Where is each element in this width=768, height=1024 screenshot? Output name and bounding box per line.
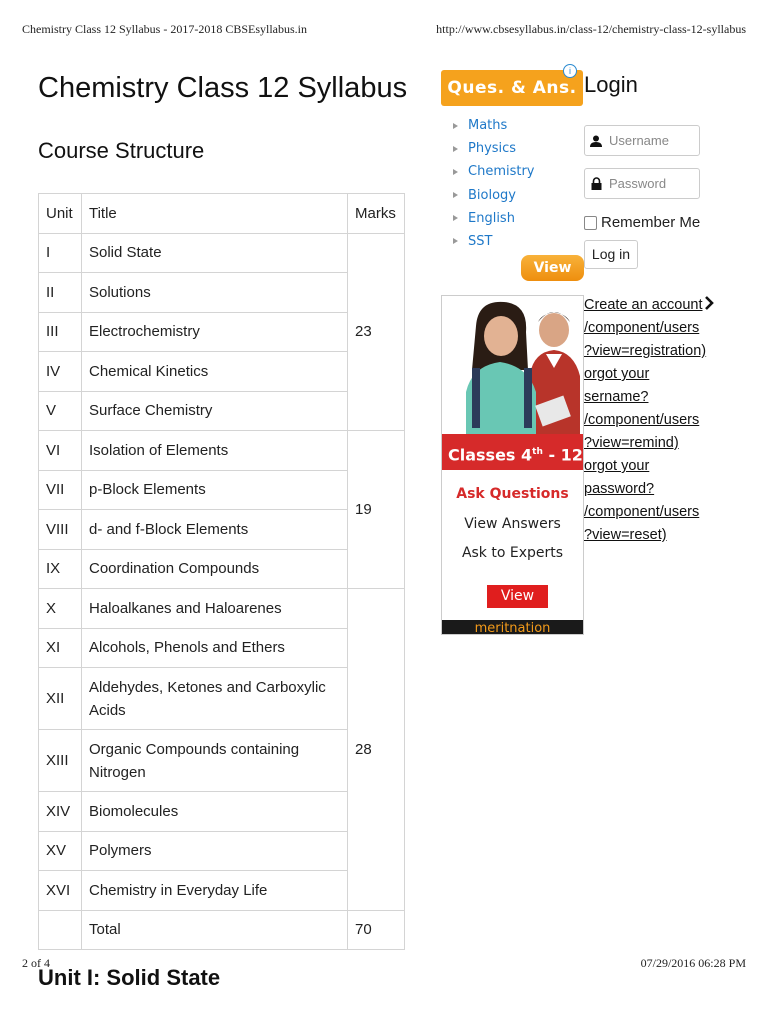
title-cell: Polymers bbox=[81, 831, 347, 871]
subject-link[interactable]: SST bbox=[453, 234, 535, 257]
login-title: Login bbox=[584, 72, 638, 97]
unit-cell: IX bbox=[39, 549, 82, 589]
unit-cell: XVI bbox=[39, 871, 82, 911]
marks-cell: 23 bbox=[348, 233, 405, 431]
forgot-username-link-path[interactable]: /component/users bbox=[584, 412, 700, 428]
print-footer-date: 07/29/2016 06:28 PM bbox=[640, 956, 746, 970]
print-header-title: Chemistry Class 12 Syllabus - 2017-2018 CBSEsyllabus.in bbox=[22, 22, 308, 36]
remember-me[interactable] bbox=[584, 214, 700, 231]
header-unit: Unit bbox=[39, 194, 82, 234]
subject-link[interactable]: Biology bbox=[453, 188, 535, 211]
title-cell: Solutions bbox=[81, 273, 347, 313]
triangle-right-icon bbox=[453, 238, 458, 244]
lock-icon bbox=[585, 169, 607, 198]
forgot-username-link[interactable]: orgot your bbox=[584, 366, 650, 382]
unit-cell: X bbox=[39, 589, 82, 629]
forgot-username-link-query[interactable]: ?view=remind) bbox=[584, 435, 679, 451]
title-cell: Coordination Compounds bbox=[81, 549, 347, 589]
table-row bbox=[39, 589, 405, 629]
marks-cell: 19 bbox=[348, 431, 405, 589]
forgot-password-link[interactable]: orgot your bbox=[584, 458, 650, 474]
login-button[interactable]: Log in bbox=[584, 240, 638, 269]
header-title: Title bbox=[81, 194, 347, 234]
meritnation-banner[interactable] bbox=[441, 295, 584, 635]
title-cell: Chemistry in Everyday Life bbox=[81, 871, 347, 911]
chevron-right-icon bbox=[704, 295, 714, 318]
remember-me-label: Remember Me bbox=[601, 214, 701, 231]
title-cell: Surface Chemistry bbox=[81, 391, 347, 431]
unit-cell: III bbox=[39, 312, 82, 352]
marks-cell: 28 bbox=[348, 589, 405, 911]
remember-me-checkbox[interactable] bbox=[584, 216, 597, 230]
table-row bbox=[39, 233, 405, 273]
section-title: Course Structure bbox=[38, 138, 205, 163]
subject-list bbox=[453, 118, 535, 257]
title-cell: Organic Compounds containing Nitrogen bbox=[81, 730, 347, 792]
title-cell: d- and f-Block Elements bbox=[81, 510, 347, 550]
title-cell: Chemical Kinetics bbox=[81, 352, 347, 392]
unit-heading: Unit I: Solid State bbox=[38, 965, 221, 990]
unit-cell: XV bbox=[39, 831, 82, 871]
total-marks: 70 bbox=[348, 910, 405, 950]
banner-view-button[interactable]: View bbox=[487, 585, 548, 608]
subject-link[interactable]: Maths bbox=[453, 118, 535, 141]
title-cell: Electrochemistry bbox=[81, 312, 347, 352]
table-header-row bbox=[39, 194, 405, 234]
forgot-password-link-path[interactable]: /component/users bbox=[584, 504, 700, 520]
unit-cell: XIV bbox=[39, 792, 82, 832]
title-cell: Aldehydes, Ketones and Carboxylic Acids bbox=[81, 668, 347, 730]
subject-link[interactable]: Chemistry bbox=[453, 164, 535, 187]
course-structure-table bbox=[38, 193, 405, 950]
password-field[interactable] bbox=[584, 168, 700, 199]
unit-cell: V bbox=[39, 391, 82, 431]
forgot-password-link-query[interactable]: ?view=reset) bbox=[584, 527, 667, 543]
subject-link[interactable]: Physics bbox=[453, 141, 535, 164]
table-total-row bbox=[39, 910, 405, 950]
unit-cell: VIII bbox=[39, 510, 82, 550]
login-links bbox=[584, 294, 764, 547]
title-cell: Isolation of Elements bbox=[81, 431, 347, 471]
unit-cell bbox=[39, 910, 82, 950]
meritnation-logo: meritnation bbox=[442, 620, 583, 635]
unit-cell: VI bbox=[39, 431, 82, 471]
triangle-right-icon bbox=[453, 192, 458, 198]
user-icon bbox=[585, 126, 607, 155]
classes-banner: Classes 4th - 12 bbox=[442, 434, 583, 470]
page-title: Chemistry Class 12 Syllabus bbox=[38, 72, 408, 104]
triangle-right-icon bbox=[453, 169, 458, 175]
ad-view-button[interactable]: View bbox=[521, 255, 584, 281]
unit-cell: XII bbox=[39, 668, 82, 730]
forgot-password-link-2[interactable]: password? bbox=[584, 481, 655, 497]
password-input[interactable] bbox=[607, 169, 697, 198]
info-icon[interactable]: i bbox=[563, 64, 577, 78]
title-cell: Solid State bbox=[81, 233, 347, 273]
title-cell: Haloalkanes and Haloarenes bbox=[81, 589, 347, 629]
unit-cell: I bbox=[39, 233, 82, 273]
unit-cell: XI bbox=[39, 628, 82, 668]
unit-cell: VII bbox=[39, 470, 82, 510]
subject-link[interactable]: English bbox=[453, 211, 535, 234]
create-account-link-path[interactable]: /component/users bbox=[584, 320, 700, 336]
unit-cell: XIII bbox=[39, 730, 82, 792]
title-cell: Alcohols, Phenols and Ethers bbox=[81, 628, 347, 668]
qa-badge[interactable]: Ques. & Ans. bbox=[441, 70, 583, 106]
unit-cell: IV bbox=[39, 352, 82, 392]
create-account-link-query[interactable]: ?view=registration) bbox=[584, 343, 707, 359]
students-photo bbox=[442, 296, 583, 436]
qa-advertisement[interactable] bbox=[441, 64, 585, 284]
title-cell: Biomolecules bbox=[81, 792, 347, 832]
title-cell: p-Block Elements bbox=[81, 470, 347, 510]
ask-questions-text: Ask Questions bbox=[456, 486, 569, 502]
table-row bbox=[39, 431, 405, 471]
triangle-right-icon bbox=[453, 146, 458, 152]
view-answers-text: View Answers bbox=[464, 516, 561, 532]
unit-cell: II bbox=[39, 273, 82, 313]
forgot-username-link-2[interactable]: sername? bbox=[584, 389, 649, 405]
print-footer-page: 2 of 4 bbox=[22, 956, 50, 970]
username-input[interactable] bbox=[607, 126, 697, 155]
header-marks: Marks bbox=[348, 194, 405, 234]
username-field[interactable] bbox=[584, 125, 700, 156]
create-account-link[interactable]: Create an account bbox=[584, 294, 764, 317]
ask-experts-text: Ask to Experts bbox=[461, 545, 564, 561]
triangle-right-icon bbox=[453, 215, 458, 221]
total-label: Total bbox=[81, 910, 347, 950]
triangle-right-icon bbox=[453, 123, 458, 129]
print-header-url: http://www.cbsesyllabus.in/class-12/chemistry-class-12-syllabus bbox=[436, 22, 746, 36]
